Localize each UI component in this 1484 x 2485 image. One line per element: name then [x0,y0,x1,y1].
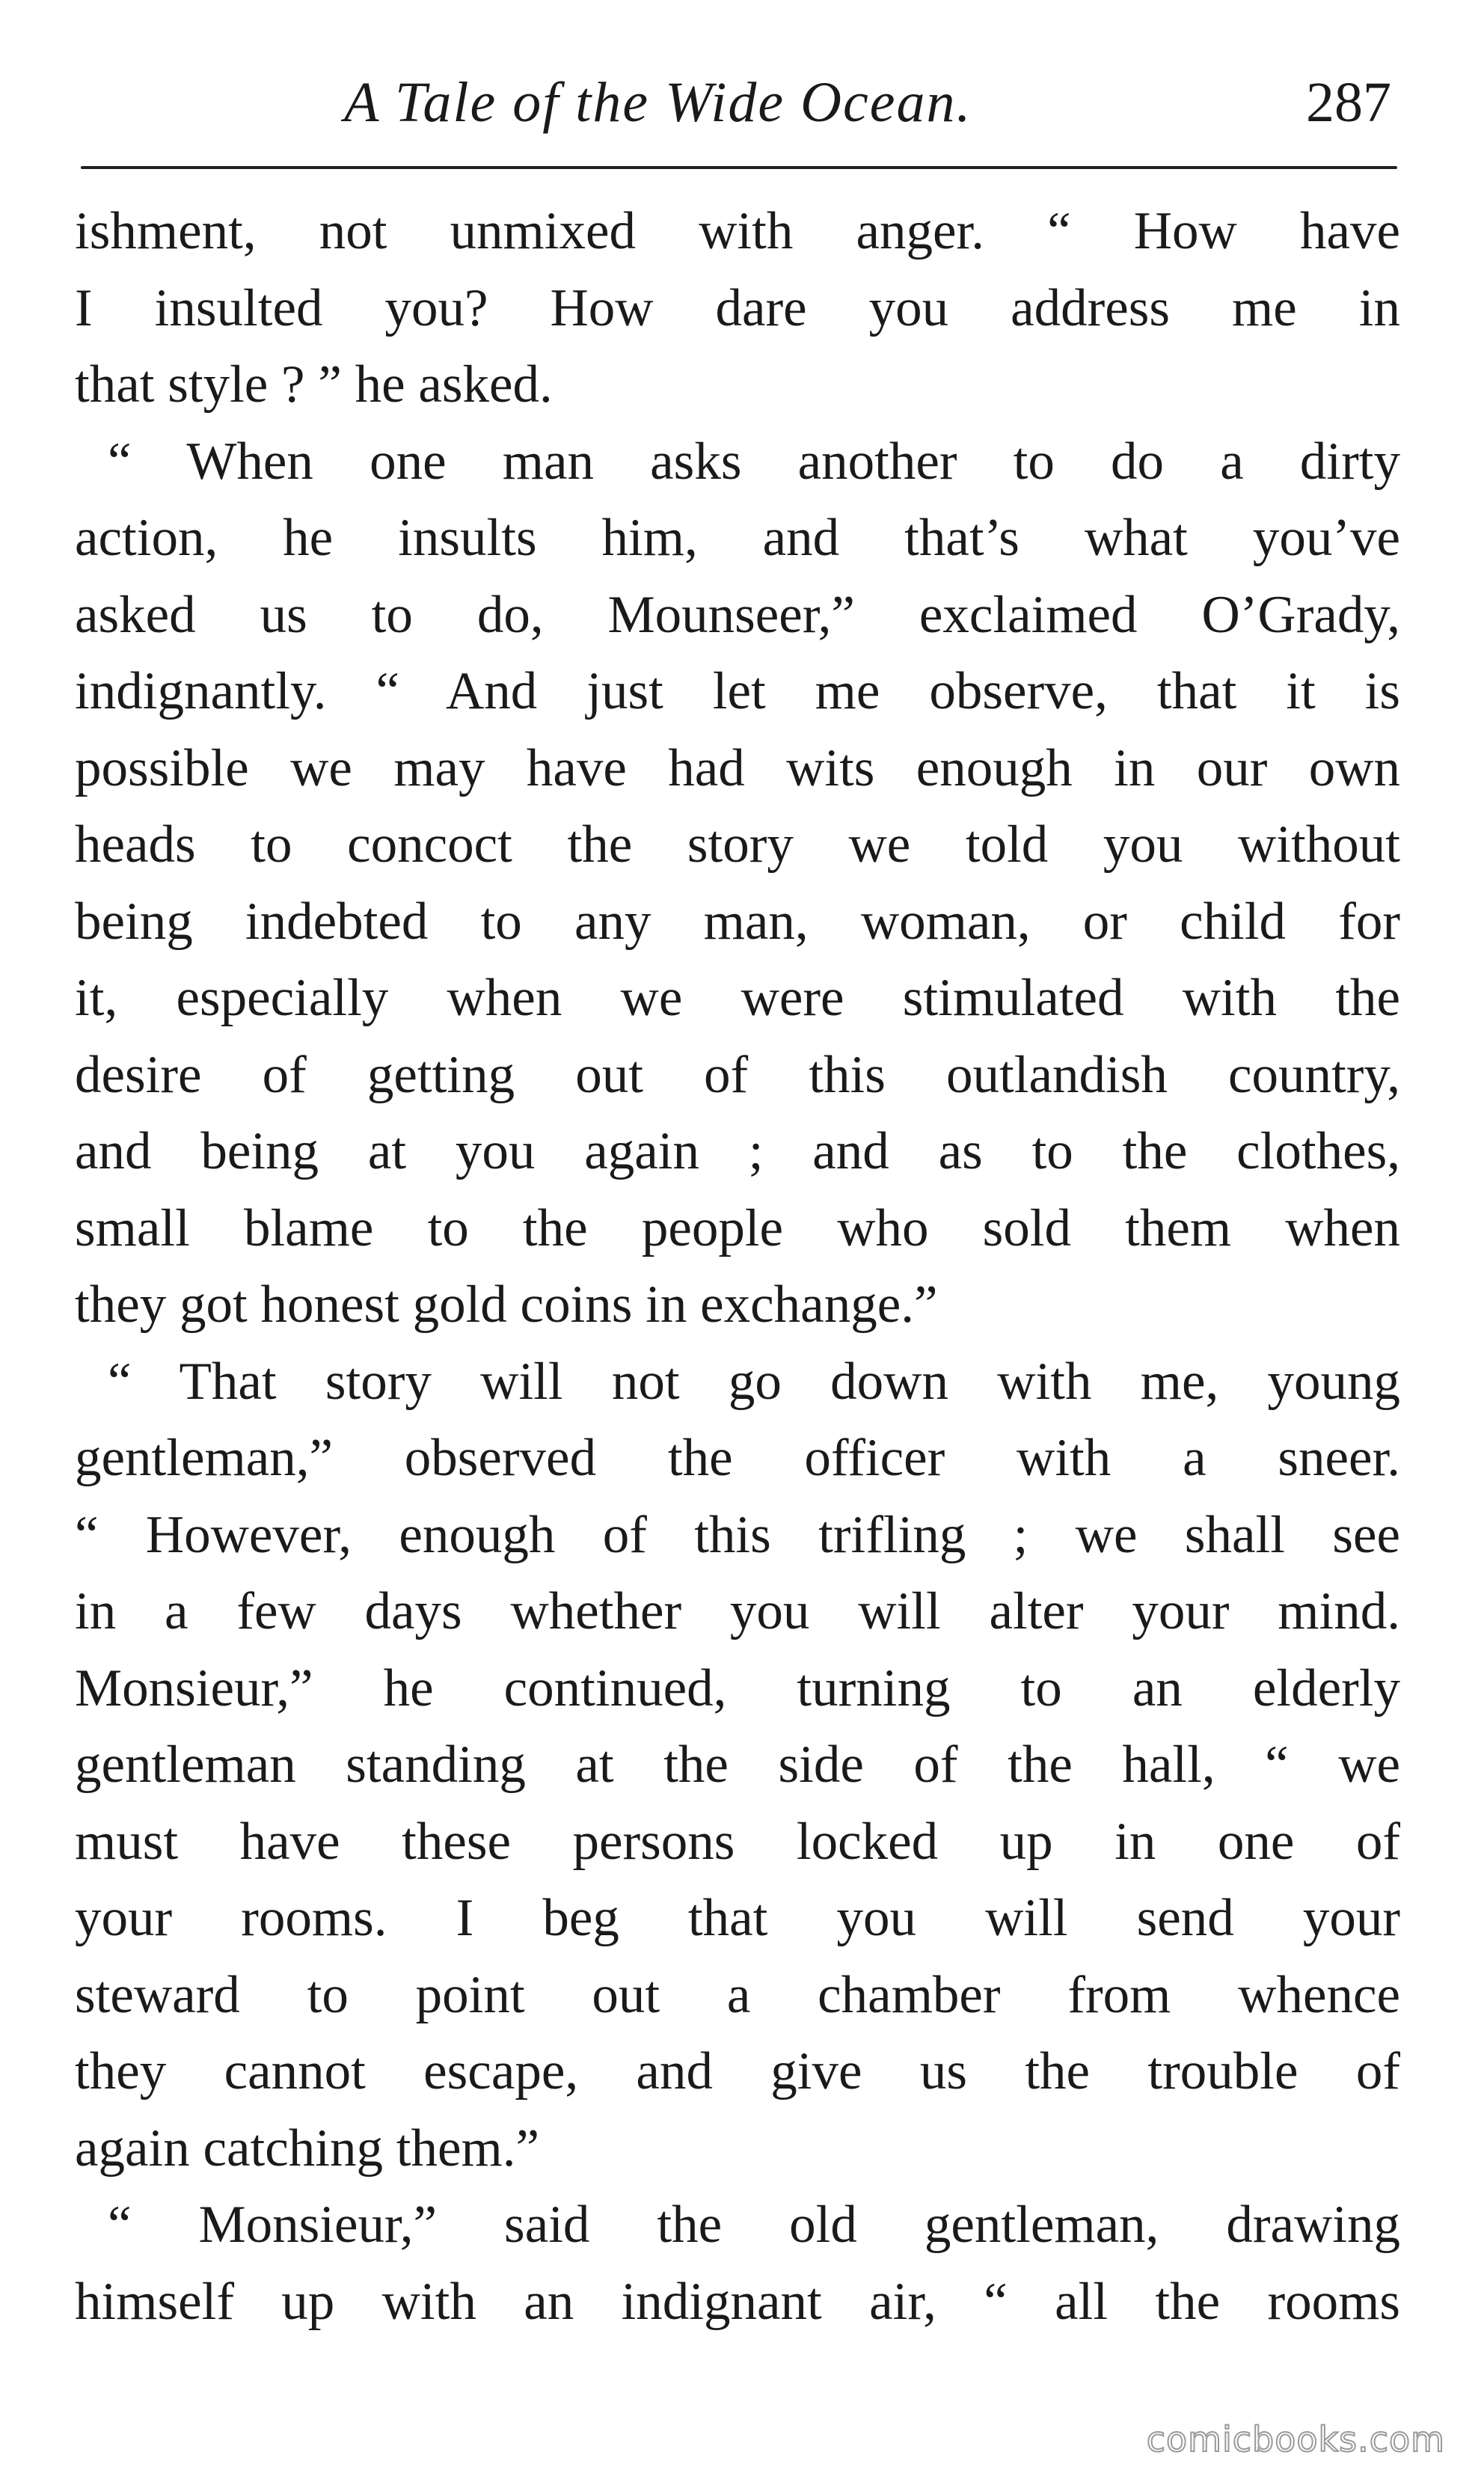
text-line: “ Monsieur,” said the old gentleman, drawing [108,2196,1400,2254]
text-line: being indebted to any man, woman, or child for [75,892,1400,951]
text-line: they got honest gold coins in exchange.” [75,1275,938,1334]
text-line: “ When one man asks another to do a dirty [108,432,1400,491]
page-number: 287 [1306,71,1391,134]
text-line: “ That story will not go down with me, young [108,1352,1400,1411]
watermark: comicbooks.com [1146,2419,1445,2460]
header-rule [81,166,1397,169]
text-line: himself up with an indignant air, “ all the rooms [75,2272,1400,2331]
text-line: must have these persons locked up in one of [75,1812,1400,1871]
running-title: A Tale of the Wide Ocean. [344,71,972,134]
running-head [75,61,1406,144]
text-line: asked us to do, Mounseer,” exclaimed O’Grady, [75,585,1400,644]
text-line: ishment, not unmixed with anger. “ How have [75,202,1400,260]
text-line: heads to concoct the story we told you without [75,815,1400,874]
body-text [75,193,1400,2340]
text-line: Monsieur,” he continued, turning to an elderly [75,1658,1400,1718]
text-line: again catching them.” [75,2118,539,2178]
text-line: in a few days whether you will alter your mind. [75,1582,1400,1640]
text-line: and being at you again ; and as to the clothes, [75,1122,1400,1180]
text-line: gentleman standing at the side of the hall, “ we [75,1735,1400,1794]
text-line: steward to point out a chamber from whence [75,1965,1400,2024]
text-line: “ However, enough of this trifling ; we shall see [75,1505,1400,1564]
text-line: it, especially when we were stimulated with the [75,969,1400,1027]
text-line: action, he insults him, and that’s what you’ve [75,509,1400,567]
text-line: your rooms. I beg that you will send your [75,1889,1400,1947]
text-line: possible we may have had wits enough in our own [75,738,1400,797]
text-line: I insulted you? How dare you address me in [75,278,1400,337]
text-line: small blame to the people who sold them when [75,1198,1400,1257]
text-line: desire of getting out of this outlandish country, [75,1045,1400,1104]
text-line: they cannot escape, and give us the trouble of [75,2042,1400,2101]
text-line: indignantly. “ And just let me observe, that it is [75,662,1400,720]
text-line: that style ? ” he asked. [75,355,553,414]
text-line: gentleman,” observed the officer with a sneer. [75,1429,1400,1487]
